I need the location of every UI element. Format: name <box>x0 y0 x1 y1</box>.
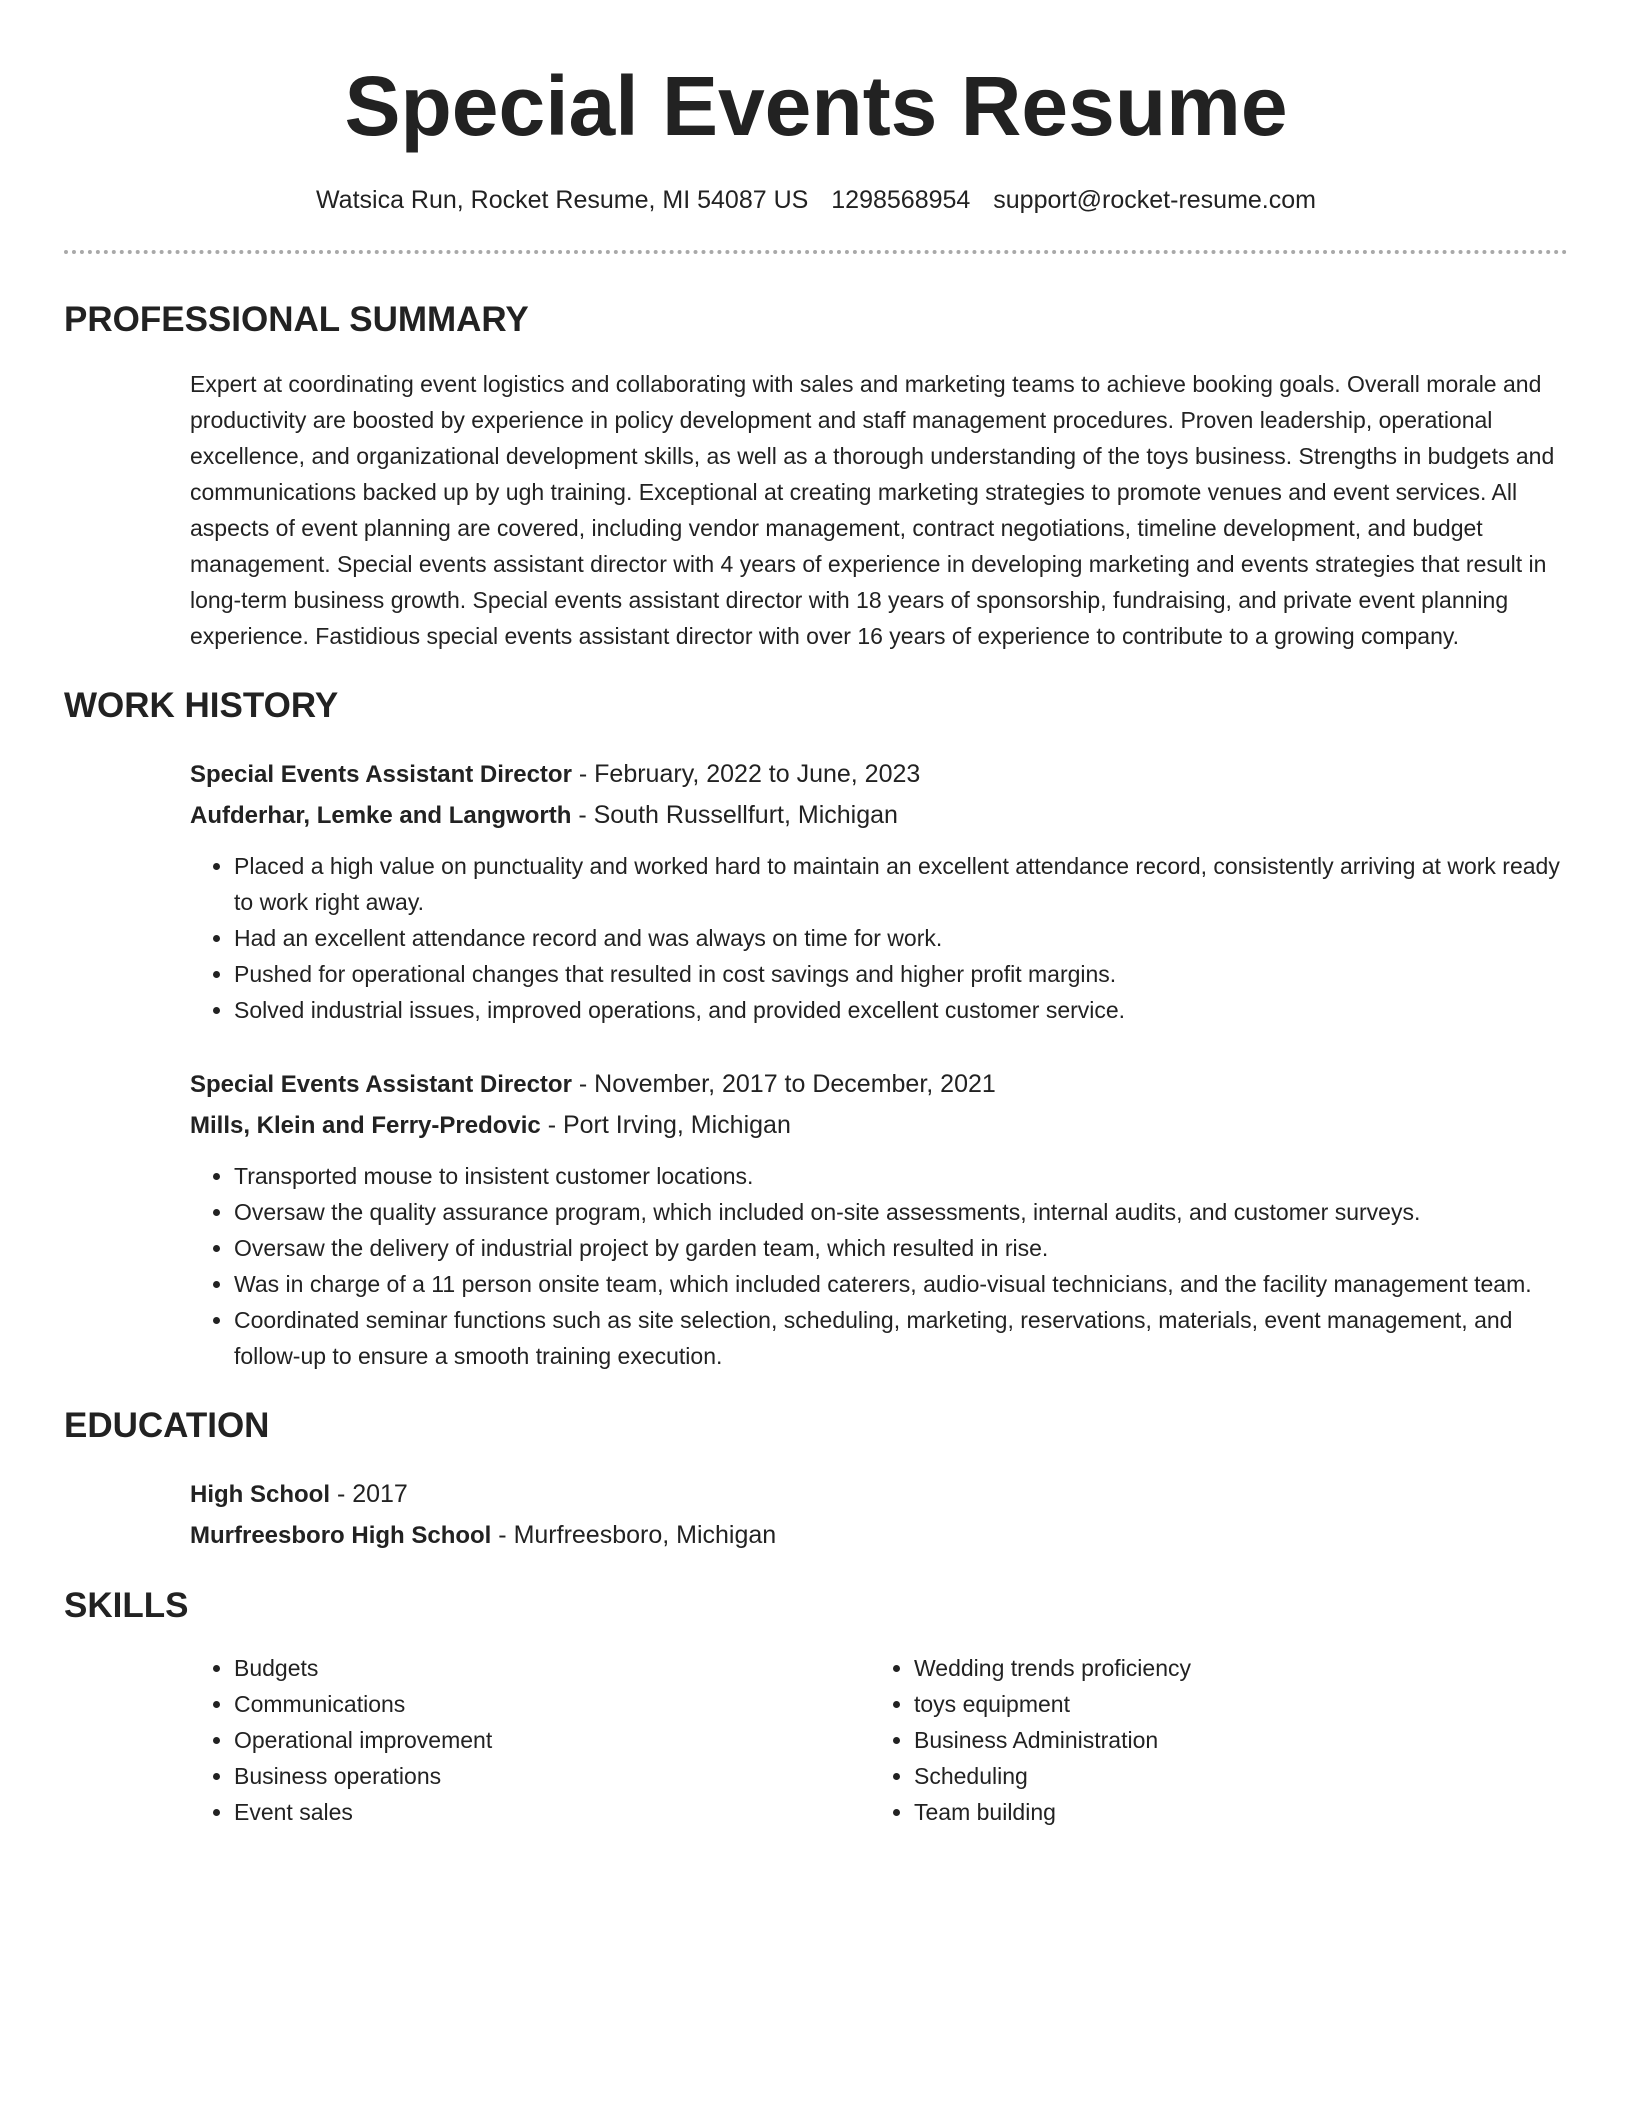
section-title-skills: SKILLS <box>64 1586 189 1625</box>
job-entry <box>190 1064 1568 1374</box>
skill-item: • toys equipment <box>914 1686 1550 1722</box>
resume-name: Special Events Resume <box>344 59 1288 153</box>
job-bullet: • Pushed for operational changes that resulted in cost savings and higher profit margins. <box>234 956 1568 992</box>
job-location: - South Russellfurt, Michigan <box>571 801 898 829</box>
section-title-summary: PROFESSIONAL SUMMARY <box>64 300 529 339</box>
skill-item: • Budgets <box>234 1650 870 1686</box>
job-dates: - November, 2017 to December, 2021 <box>571 1070 996 1098</box>
job-company: Mills, Klein and Ferry-Predovic <box>190 1112 541 1139</box>
education-degree: High School <box>190 1481 330 1508</box>
job-bullet: • Oversaw the delivery of industrial project by garden team, which resulted in rise. <box>234 1230 1568 1266</box>
job-bullets <box>190 848 1568 1028</box>
skill-item: • Wedding trends proficiency <box>914 1650 1550 1686</box>
job-bullet: • Had an excellent attendance record and was always on time for work. <box>234 920 1568 956</box>
section-title-work: WORK HISTORY <box>64 686 339 725</box>
job-role-line <box>190 1064 1568 1105</box>
skill-item: • Business operations <box>234 1758 870 1794</box>
education-location: - Murfreesboro, Michigan <box>491 1521 777 1549</box>
education-year: - 2017 <box>330 1480 408 1508</box>
job-bullet: • Was in charge of a 11 person onsite team, which included caterers, audio-visual technicians, and the facility management team. <box>234 1266 1568 1302</box>
job-company-line <box>190 1105 1568 1146</box>
skill-item: • Team building <box>914 1794 1550 1830</box>
skills-list-left <box>190 1650 870 1830</box>
contact-phone: 1298568954 <box>831 186 971 214</box>
job-bullet: • Oversaw the quality assurance program, which included on-site assessments, internal audits, and customer surveys. <box>234 1194 1568 1230</box>
job-bullet: • Placed a high value on punctuality and worked hard to maintain an excellent attendance record, consistently arriving at work ready to work right away. <box>234 848 1568 920</box>
job-company: Aufderhar, Lemke and Langworth <box>190 802 572 829</box>
job-bullets <box>190 1158 1568 1374</box>
job-company-line <box>190 795 1568 836</box>
contact-line <box>64 184 1568 216</box>
skills-list-right <box>870 1650 1550 1830</box>
job-role: Special Events Assistant Director <box>190 761 572 788</box>
education-school-line <box>190 1515 1568 1556</box>
section-title-education: EDUCATION <box>64 1406 270 1445</box>
professional-summary-section <box>64 298 1568 654</box>
skill-item: • Communications <box>234 1686 870 1722</box>
skill-item: • Scheduling <box>914 1758 1550 1794</box>
skill-item: • Operational improvement <box>234 1722 870 1758</box>
summary-text: Expert at coordinating event logistics and collaborating with sales and marketing teams to achieve booking goals. Overall morale and productivity are boosted by experience in policy development and staff management procedures. Proven leadership, operational excellence, and organizational development skills, as well as a thorough understanding of the toys business. Strengths in budgets and communications backed up by ugh training. Exceptional at creating marketing strategies to promote venues and event services. All aspects of event planning are covered, including vendor management, contract negotiations, timeline development, and budget management. Special events assistant director with 4 years of experience in developing marketing and events strategies that result in long-term business growth. Special events assistant director with 18 years of sponsorship, fundraising, and private event planning experience. Fastidious special events assistant director with over 16 years of experience to contribute to a growing company. <box>190 371 1555 649</box>
work-history-section <box>64 684 1568 1374</box>
job-bullet: • Solved industrial issues, improved operations, and provided excellent customer service. <box>234 992 1568 1028</box>
education-degree-line <box>190 1474 1568 1515</box>
education-school: Murfreesboro High School <box>190 1522 492 1549</box>
resume-header <box>64 0 1568 216</box>
skill-item: • Event sales <box>234 1794 870 1830</box>
education-section <box>64 1404 1568 1556</box>
job-role-line <box>190 754 1568 795</box>
job-entry <box>190 754 1568 1028</box>
contact-email: support@rocket-resume.com <box>993 186 1316 214</box>
job-bullet: • Coordinated seminar functions such as site selection, scheduling, marketing, reservations, materials, event management, and follow-up to ensure a smooth training execution. <box>234 1302 1568 1374</box>
job-bullet: • Transported mouse to insistent customer locations. <box>234 1158 1568 1194</box>
contact-address: Watsica Run, Rocket Resume, MI 54087 US <box>316 186 809 214</box>
job-dates: - February, 2022 to June, 2023 <box>571 760 921 788</box>
job-role: Special Events Assistant Director <box>190 1071 572 1098</box>
skills-section <box>64 1584 1568 1830</box>
job-location: - Port Irving, Michigan <box>540 1111 791 1139</box>
header-divider <box>64 250 1568 254</box>
skills-columns <box>190 1650 1568 1830</box>
skill-item: • Business Administration <box>914 1722 1550 1758</box>
